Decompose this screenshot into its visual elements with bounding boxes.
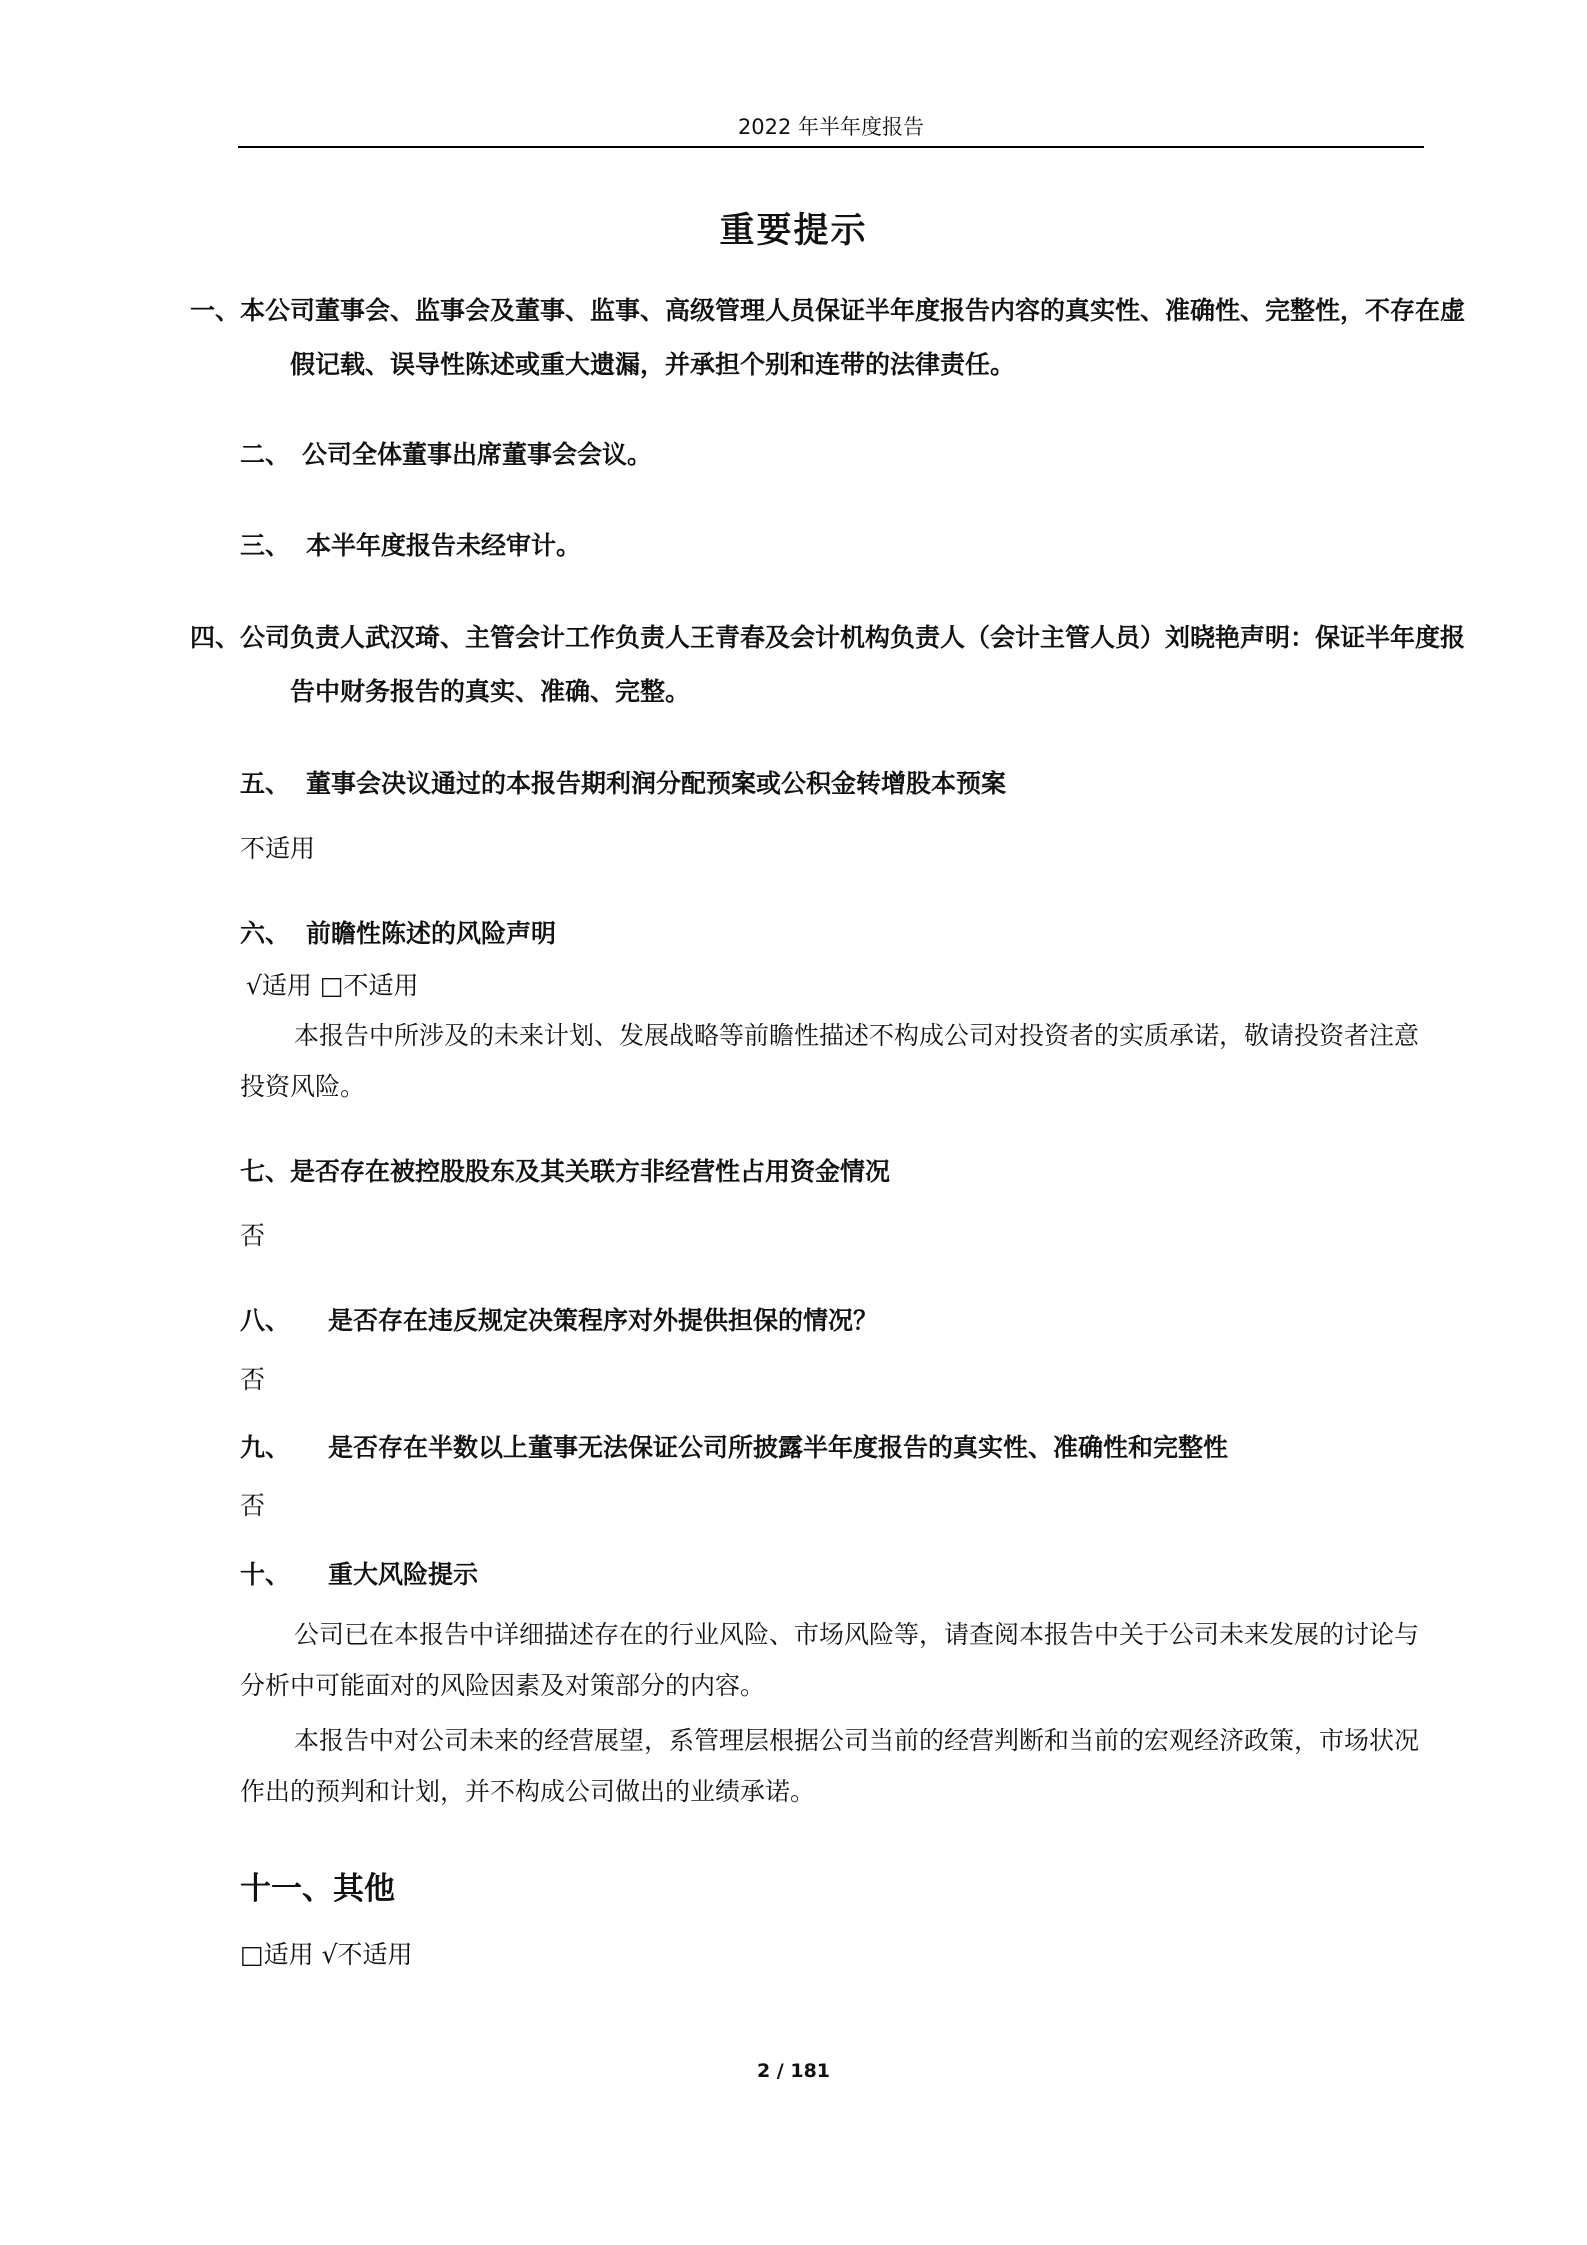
- item-7-answer: 否: [240, 1221, 266, 1250]
- item-5: [240, 757, 1426, 811]
- item-3-text: 本半年度报告未经审计。: [306, 531, 582, 560]
- running-header: [238, 112, 1424, 148]
- page-number: 2 / 181: [756, 2060, 831, 2082]
- item-3: [240, 519, 1426, 573]
- item-11-number: 十一、: [240, 1871, 333, 1907]
- item-10-text: 重大风险提示: [328, 1560, 479, 1589]
- item-8: [240, 1294, 1426, 1348]
- item-10-paragraph-1: 公司已在本报告中详细描述存在的行业风险、市场风险等，请查阅本报告中关于公司未来发展的讨论与分析中可能面对的风险因素及对策部分的内容。: [240, 1620, 1420, 1700]
- item-2-number: 二、: [240, 440, 291, 469]
- item-7: [240, 1145, 1426, 1199]
- page-title: 重要提示: [719, 211, 868, 251]
- item-7-number: 七、: [240, 1157, 291, 1186]
- item-5-text: 董事会决议通过的本报告期利润分配预案或公积金转增股本预案: [306, 769, 1007, 798]
- item-8-text: 是否存在违反规定决策程序对外提供担保的情况？: [328, 1306, 879, 1335]
- item-6-paragraph: 本报告中所涉及的未来计划、发展战略等前瞻性描述不构成公司对投资者的实质承诺，敬请投资者注意投资风险。: [240, 1021, 1420, 1101]
- item-2: [240, 428, 1426, 482]
- item-5-number: 五、: [240, 769, 291, 798]
- item-9-answer: 否: [240, 1491, 266, 1520]
- item-1-text: 本公司董事会、监事会及董事、监事、高级管理人员保证半年度报告内容的真实性、准确性、完整性，不存在虚假记载、误导性陈述或重大遗漏，并承担个别和连带的法律责任。: [240, 296, 1466, 379]
- item-1: [190, 284, 1476, 392]
- item-6-number: 六、: [240, 919, 291, 948]
- item-3-number: 三、: [240, 531, 291, 560]
- item-5-answer: 不适用: [240, 834, 316, 863]
- item-9: [240, 1421, 1426, 1475]
- header-title: 2022 年半年度报告: [737, 115, 925, 139]
- item-9-number: 九、: [240, 1433, 291, 1462]
- item-8-answer: 否: [240, 1365, 266, 1394]
- item-6-text: 前瞻性陈述的风险声明: [306, 919, 557, 948]
- item-11: [240, 1862, 1426, 1916]
- item-10-number: 十、: [240, 1560, 291, 1589]
- item-2-text: 公司全体董事出席董事会会议。: [302, 440, 653, 469]
- item-6-applicability: √适用 □不适用: [246, 971, 419, 1000]
- item-7-text: 是否存在被控股股东及其关联方非经营性占用资金情况: [290, 1157, 891, 1186]
- item-10: [240, 1548, 1426, 1602]
- item-10-paragraph-2: 本报告中对公司未来的经营展望，系管理层根据公司当前的经营判断和当前的宏观经济政策，市场状况作出的预判和计划，并不构成公司做出的业绩承诺。: [240, 1726, 1420, 1806]
- item-4-text: 公司负责人武汉琦、主管会计工作负责人王青春及会计机构负责人（会计主管人员）刘晓艳声明：保证半年度报告中财务报告的真实、准确、完整。: [240, 623, 1466, 706]
- item-11-text: 其他: [333, 1871, 395, 1907]
- item-6: [240, 907, 1426, 961]
- item-9-text: 是否存在半数以上董事无法保证公司所披露半年度报告的真实性、准确性和完整性: [328, 1433, 1229, 1462]
- item-8-number: 八、: [240, 1306, 291, 1335]
- item-4: [190, 611, 1476, 719]
- item-11-applicability: □适用 √不适用: [240, 1940, 413, 1969]
